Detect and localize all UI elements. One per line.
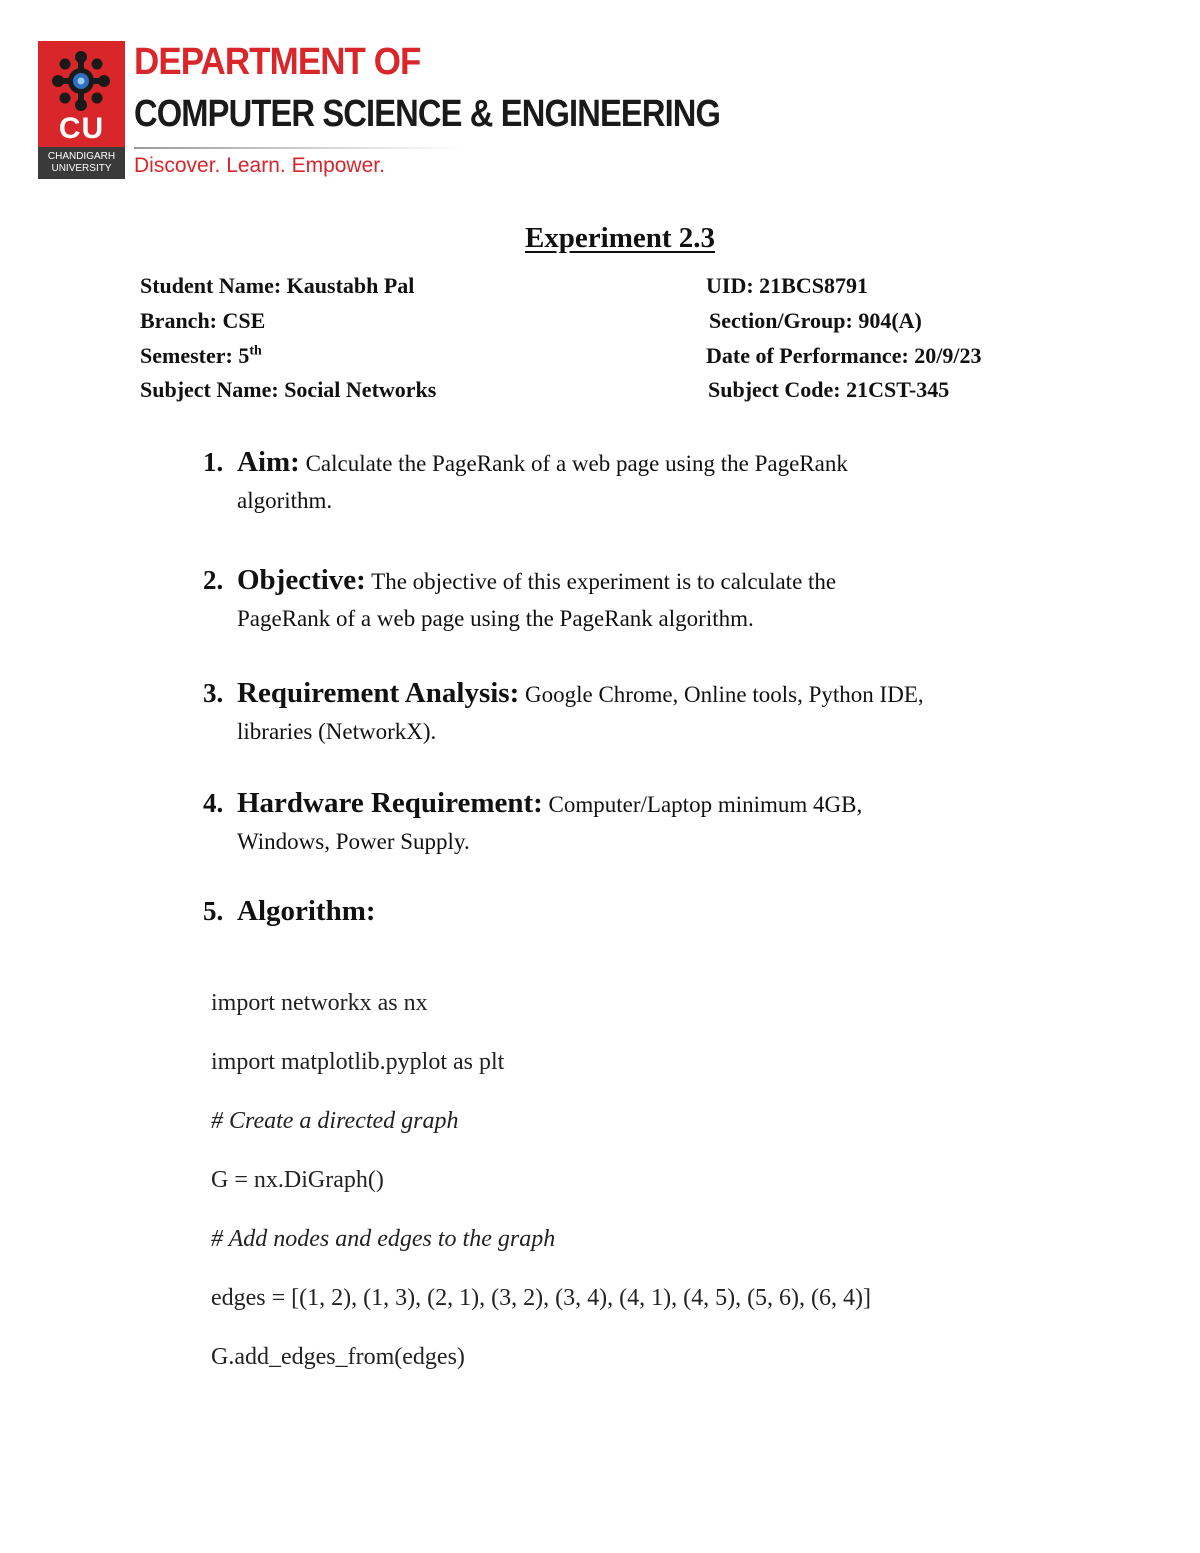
section-number: 5. xyxy=(203,896,224,926)
experiment-title: Experiment 2.3 xyxy=(524,222,716,254)
section-algorithm xyxy=(203,893,1063,931)
student-name: Student Name: Kaustabh Pal xyxy=(140,273,415,298)
section-number: 4. xyxy=(203,788,224,818)
department-title-line2: COMPUTER SCIENCE & ENGINEERING xyxy=(134,93,721,135)
section-text-continued: Windows, Power Supply. xyxy=(237,829,470,854)
logo-cu-text: CU xyxy=(58,112,105,145)
subject-code: Subject Code: 21CST-345 xyxy=(708,377,950,402)
section-number: 2. xyxy=(203,565,224,595)
section-text-continued: algorithm. xyxy=(237,488,333,513)
section-text: The objective of this experiment is to calculate the xyxy=(365,569,837,594)
section-requirement-analysis xyxy=(203,675,1063,750)
section-text: Google Chrome, Online tools, Python IDE, xyxy=(519,682,924,707)
header-divider xyxy=(134,147,464,149)
section-text-continued: PageRank of a web page using the PageRank algorithm. xyxy=(237,606,754,631)
semester-label: Semester: 5 xyxy=(140,343,250,368)
code-line: import networkx as nx xyxy=(211,990,428,1016)
code-comment: # Create a directed graph xyxy=(211,1108,459,1134)
section-heading: Aim: xyxy=(237,446,300,478)
code-line: G = nx.DiGraph() xyxy=(211,1167,384,1193)
date-of-performance: Date of Performance: 20/9/23 xyxy=(706,343,982,368)
subject-name: Subject Name: Social Networks xyxy=(140,377,437,402)
department-header xyxy=(38,41,738,181)
section-text-continued: libraries (NetworkX). xyxy=(237,719,437,744)
uid: UID: 21BCS8791 xyxy=(706,273,868,298)
section-heading: Hardware Requirement: xyxy=(237,787,543,819)
section-hardware-requirement xyxy=(203,785,1063,860)
section-heading: Requirement Analysis: xyxy=(237,677,520,709)
code-comment: # Add nodes and edges to the graph xyxy=(211,1226,556,1252)
logo-footer-line1: CHANDIGARH xyxy=(47,151,116,162)
logo-footer-line2: UNIVERSITY xyxy=(51,163,112,174)
code-line: import matplotlib.pyplot as plt xyxy=(211,1049,505,1075)
semester xyxy=(140,343,262,369)
code-line: edges = [(1, 2), (1, 3), (2, 1), (3, 2), (3, 4), (4, 1), (4, 5), (5, 6), (6, 4)] xyxy=(211,1285,872,1311)
section-number: 3. xyxy=(203,678,224,708)
tagline: Discover. Learn. Empower. xyxy=(134,154,385,177)
branch: Branch: CSE xyxy=(140,308,266,333)
university-logo xyxy=(38,41,125,179)
section-group: Section/Group: 904(A) xyxy=(709,308,922,333)
section-number: 1. xyxy=(203,447,224,477)
emblem-icon xyxy=(48,49,115,113)
department-title-line1: DEPARTMENT OF xyxy=(134,41,421,83)
logo-university-name xyxy=(38,147,125,179)
section-heading: Algorithm: xyxy=(237,895,376,927)
section-heading: Objective: xyxy=(237,564,366,596)
code-line: G.add_edges_from(edges) xyxy=(211,1344,465,1370)
section-text: Computer/Laptop minimum 4GB, xyxy=(542,792,863,817)
section-text: Calculate the PageRank of a web page using the PageRank xyxy=(299,451,848,476)
section-aim xyxy=(203,444,1063,519)
semester-suffix: th xyxy=(249,343,262,359)
section-objective xyxy=(203,562,1063,637)
